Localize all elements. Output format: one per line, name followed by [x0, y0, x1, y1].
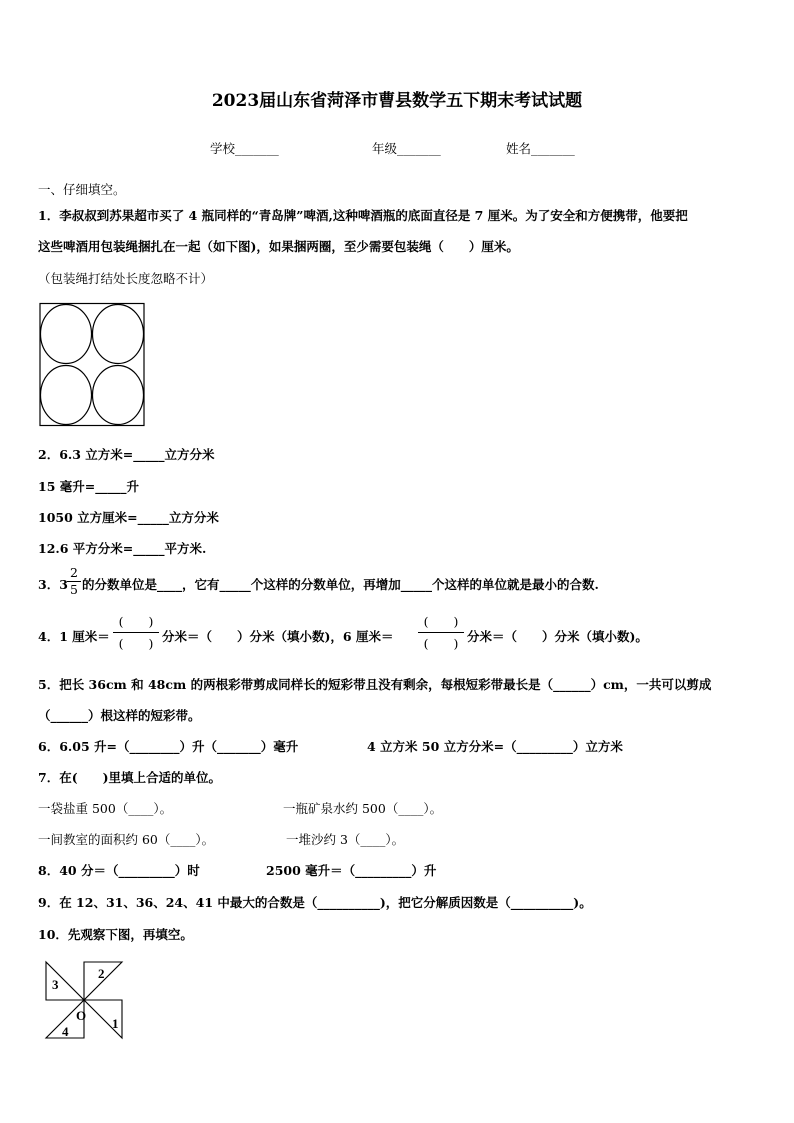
center-label: O	[76, 1008, 87, 1023]
q2-line4: 12.6 平方分米=_____平方米.	[38, 541, 207, 556]
q2-line1: 2．6.3 立方米=_____立方分米	[38, 447, 215, 462]
q4-fraction-1	[113, 614, 159, 651]
q5-line1: 5．把长 36cm 和 48cm 的两根彩带剪成同样长的短彩带且没有剩余，每根短彩带最长是（______）cm，一共可以剪成	[38, 677, 712, 692]
q7-item-b: 一瓶矿泉水约 500（____）。	[283, 801, 443, 816]
fraction-numerator: ( )	[118, 614, 154, 629]
q1-line2: 这些啤酒用包装绳捆扎在一起（如下图)，如果捆两圈，至少需要包装绳（ ）厘米。	[38, 239, 519, 254]
label-1: 1	[112, 1016, 119, 1031]
q4-part3: 分米＝（ ）分米（填小数)。	[467, 629, 648, 644]
school-field: 学校_______	[210, 141, 279, 156]
label-3: 3	[52, 977, 59, 992]
name-field: 姓名_______	[506, 141, 575, 156]
q9-line: 9．在 12、31、36、24、41 中最大的合数是（__________)，把它分解质因数是（__________)。	[38, 895, 592, 910]
bottles-figure	[36, 302, 148, 428]
q3-prefix: 3．3	[38, 577, 68, 592]
fraction-bar	[113, 632, 159, 633]
q2-line3: 1050 立方厘米=_____立方分米	[38, 510, 219, 525]
label-4: 4	[62, 1024, 69, 1039]
q4-part1: 4．1 厘米＝	[38, 629, 110, 644]
q1-line1: 1．李叔叔到苏果超市买了 4 瓶同样的“青岛牌”啤酒,这种啤酒瓶的底面直径是 7 厘米。为了安全和方便携带，他要把	[38, 208, 688, 223]
q10-line: 10．先观察下图，再填空。	[38, 927, 193, 942]
fraction-bar	[418, 632, 464, 633]
q7-heading: 7．在( )里填上合适的单位。	[38, 770, 222, 785]
q8-part2: 2500 毫升＝（_________）升	[266, 863, 437, 878]
section-heading: 一、仔细填空。	[38, 182, 126, 197]
q3-text: 的分数单位是____，它有_____个这样的分数单位，再增加_____个这样的单位就是最小的合数.	[82, 577, 599, 592]
windmill-figure	[40, 956, 130, 1046]
q1-note: （包装绳打结处长度忽略不计）	[38, 271, 214, 286]
grade-field: 年级_______	[372, 141, 441, 156]
fraction-numerator: ( )	[423, 614, 459, 629]
bottle-circle	[93, 366, 144, 425]
q8-part1: 8．40 分＝（_________）时	[38, 863, 200, 878]
q7-item-d: 一堆沙约 3（____）。	[286, 832, 405, 847]
fraction-denominator: ( )	[423, 636, 459, 651]
q7-item-c: 一间教室的面积约 60（____）。	[38, 832, 215, 847]
q2-line2: 15 毫升=_____升	[38, 479, 139, 494]
q5-line2: （______）根这样的短彩带。	[38, 708, 201, 723]
page-title: 2023届山东省菏泽市曹县数学五下期末考试试题	[211, 91, 583, 111]
fraction-denominator: ( )	[118, 636, 154, 651]
q6-part2: 4 立方米 50 立方分米=（_________）立方米	[367, 739, 623, 754]
label-2: 2	[98, 966, 105, 981]
bottle-circle	[93, 305, 144, 364]
q7-item-a: 一袋盐重 500（____）。	[38, 801, 173, 816]
bottle-circle	[41, 305, 92, 364]
fraction-numerator: 2	[70, 565, 78, 580]
fraction-denominator: 5	[70, 582, 78, 597]
q3-fraction	[67, 566, 81, 597]
q4-fraction-2	[418, 614, 464, 651]
bottle-circle	[41, 366, 92, 425]
q4-part2: 分米＝（ ）分米（填小数)，6 厘米＝	[162, 629, 394, 644]
q6-part1: 6．6.05 升=（________）升（_______）毫升	[38, 739, 299, 754]
